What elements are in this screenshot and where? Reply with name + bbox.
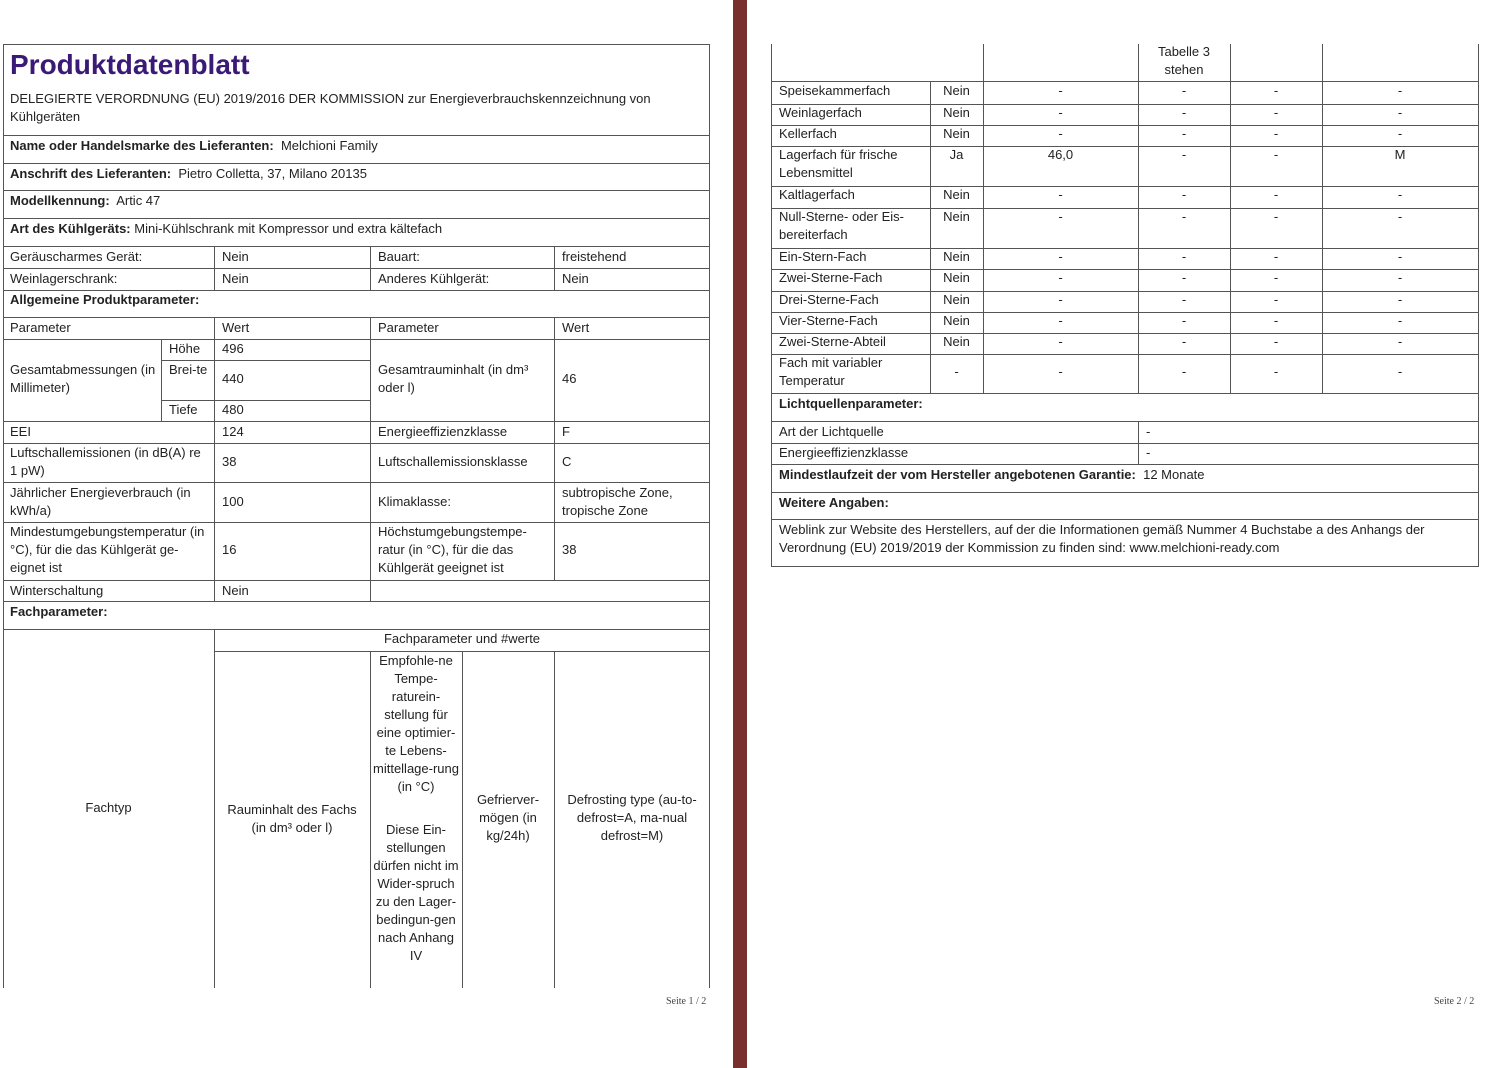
fach-row-present: Nein xyxy=(943,334,970,349)
page-2 xyxy=(747,0,1500,1068)
low-noise-label: Geräuscharmes Gerät: xyxy=(10,249,143,264)
fach-row-volume: - xyxy=(1058,105,1063,120)
value-col-left: Wert xyxy=(222,320,250,335)
noise-class-label: Luftschallemissionsklasse xyxy=(378,454,528,469)
col-volume: Rauminhalt des Fachs (in dm³ oder l) xyxy=(227,802,357,835)
other-value: Nein xyxy=(562,271,589,286)
fach-group-header: Fachparameter und #werte xyxy=(383,631,541,646)
fach-row-defrost: - xyxy=(1397,126,1403,141)
type-row: Art des Kühlgeräts: Mini-Kühlschrank mit Kompressor und extra kältefach xyxy=(10,221,443,236)
fach-row-present: Nein xyxy=(943,187,970,202)
fach-row-freeze: - xyxy=(1273,364,1279,379)
eclass-value: F xyxy=(562,424,570,439)
fach-row-defrost: - xyxy=(1397,249,1403,264)
model-row: Modellkennung: Artic 47 xyxy=(10,193,161,208)
further-header: Weitere Angaben: xyxy=(779,495,889,510)
light-class-value: - xyxy=(1146,445,1151,460)
fach-row-freeze: - xyxy=(1273,334,1279,349)
light-header: Lichtquellenparameter: xyxy=(779,396,923,411)
fach-row-name: Ein-Stern-Fach xyxy=(779,249,867,264)
page2-footer: Seite 2 / 2 xyxy=(1434,996,1475,1007)
depth-label: Tiefe xyxy=(169,402,198,417)
light-type-label: Art der Lichtquelle xyxy=(779,424,884,439)
fach-row-volume: - xyxy=(1058,364,1063,379)
col-fachtyp: Fachtyp xyxy=(85,800,132,815)
fach-row-name: Lagerfach für frische Lebensmittel xyxy=(779,147,898,180)
fach-row-defrost: - xyxy=(1397,364,1403,379)
fach-row-defrost: - xyxy=(1397,270,1403,285)
eei-label: EEI xyxy=(10,424,31,439)
width-value: 440 xyxy=(222,371,244,386)
height-value: 496 xyxy=(222,341,244,356)
dims-label: Gesamtabmessungen (in Millimeter) xyxy=(10,362,156,395)
other-label: Anderes Kühlgerät: xyxy=(378,271,490,286)
fach-row-present: Ja xyxy=(949,147,964,162)
fach-row-volume: - xyxy=(1058,249,1063,264)
fach-row-present: Nein xyxy=(943,249,970,264)
fach-row-temp: - xyxy=(1181,292,1187,307)
fach-row-defrost: - xyxy=(1397,334,1403,349)
table3-cont: Tabelle 3 stehen xyxy=(1157,44,1211,77)
fach-row-freeze: - xyxy=(1273,313,1279,328)
fach-row-volume: - xyxy=(1058,187,1063,202)
fach-header: Fachparameter: xyxy=(10,604,108,619)
value-col-right: Wert xyxy=(562,320,590,335)
fach-row-present: Nein xyxy=(943,126,970,141)
climate-label: Klimaklasse: xyxy=(378,494,451,509)
fach-row-present: Nein xyxy=(943,270,970,285)
fach-row-temp: - xyxy=(1181,147,1187,162)
col-defrost: Defrosting type (au-to-defrost=A, ma-nual defrost=M) xyxy=(567,792,697,843)
fach-row-freeze: - xyxy=(1273,270,1279,285)
fach-row-defrost: - xyxy=(1397,105,1403,120)
fach-row-temp: - xyxy=(1181,126,1187,141)
general-header: Allgemeine Produktparameter: xyxy=(10,292,200,307)
max-temp-value: 38 xyxy=(562,542,577,557)
design-label: Bauart: xyxy=(378,249,420,264)
fach-row-present: Nein xyxy=(943,83,970,98)
page1-footer: Seite 1 / 2 xyxy=(666,996,707,1007)
fach-row-name: Null-Sterne- oder Eis-bereiterfach xyxy=(779,209,904,242)
fach-row-volume: - xyxy=(1058,292,1063,307)
fach-row-present: Nein xyxy=(943,292,970,307)
fach-row-temp: - xyxy=(1181,270,1187,285)
winter-label: Winterschaltung xyxy=(10,583,104,598)
col-temp-a: Empfohle-ne Tempe-raturein-stellung für eine optimier-te Lebens-mittellage-rung (in °C) xyxy=(373,653,459,794)
min-temp-label: Mindestumgebungstemperatur (in °C), für die das Kühlgerät ge-eignet ist xyxy=(10,524,205,575)
fach-row-defrost: - xyxy=(1397,313,1403,328)
energy-label: Jährlicher Energieverbrauch (in kWh/a) xyxy=(10,485,191,518)
fach-row-freeze: - xyxy=(1273,126,1279,141)
fach-row-volume: - xyxy=(1058,313,1063,328)
param-col-right: Parameter xyxy=(378,320,439,335)
fach-row-freeze: - xyxy=(1273,292,1279,307)
fach-row-volume: - xyxy=(1058,83,1063,98)
low-noise-value: Nein xyxy=(222,249,249,264)
fach-row-name: Zwei-Sterne-Fach xyxy=(779,270,883,285)
max-temp-label: Höchstumgebungstempe-ratur (in °C), für die das Kühlgerät geeignet ist xyxy=(378,524,527,575)
fach-row-temp: - xyxy=(1181,249,1187,264)
eclass-label: Energieeffizienzklasse xyxy=(378,424,508,439)
wine-label: Weinlagerschrank: xyxy=(10,271,118,286)
fach-row-defrost: M xyxy=(1394,147,1406,162)
fach-row-name: Weinlagerfach xyxy=(779,105,862,120)
supplier-row: Name oder Handelsmarke des Lieferanten: Melchioni Family xyxy=(10,138,378,153)
fach-row-defrost: - xyxy=(1397,83,1403,98)
page-1 xyxy=(0,0,733,1068)
col-freeze: Gefrierver-mögen (in kg/24h) xyxy=(476,792,540,843)
min-temp-value: 16 xyxy=(222,542,237,557)
climate-value: subtropische Zone, tropische Zone xyxy=(562,485,673,518)
weblink-text: Weblink zur Website des Herstellers, auf der die Informationen gemäß Nummer 4 Buchstabe a des Anhangs der Verordnung (EU) 2019/2019 der Kommission zu finden sind: www.melchioni-ready.com xyxy=(779,522,1425,555)
fach-row-temp: - xyxy=(1181,334,1187,349)
fach-row-defrost: - xyxy=(1397,187,1403,202)
fach-row-freeze: - xyxy=(1273,209,1279,224)
fach-row-name: Vier-Sterne-Fach xyxy=(779,313,878,328)
fach-row-temp: - xyxy=(1181,83,1187,98)
energy-value: 100 xyxy=(222,494,244,509)
volume-value: 46 xyxy=(562,371,577,386)
page-title: Produktdatenblatt xyxy=(10,49,250,80)
design-value: freistehend xyxy=(562,249,627,264)
noise-label: Luftschallemissionen (in dB(A) re 1 pW) xyxy=(10,445,201,478)
width-label: Brei-te xyxy=(169,362,208,377)
fach-row-defrost: - xyxy=(1397,292,1403,307)
fach-row-present: Nein xyxy=(943,209,970,224)
col-temp-b: Diese Ein-stellungen dürfen nicht im Wider-spruch zu den Lager-bedingun-gen nach Anhang IV xyxy=(373,822,459,963)
wine-value: Nein xyxy=(222,271,249,286)
fach-row-name: Fach mit variabler Temperatur xyxy=(779,355,883,388)
fach-row-present: Nein xyxy=(943,105,970,120)
fach-row-temp: - xyxy=(1181,187,1187,202)
regulation-text: DELEGIERTE VERORDNUNG (EU) 2019/2016 DER KOMMISSION zur Energieverbrauchskennzeichnung von Kühlgeräten xyxy=(10,91,651,124)
noise-value: 38 xyxy=(222,454,237,469)
warranty-row: Mindestlaufzeit der vom Hersteller angebotenen Garantie: 12 Monate xyxy=(779,467,1205,482)
fach-row-name: Zwei-Sterne-Abteil xyxy=(779,334,886,349)
fach-row-name: Drei-Sterne-Fach xyxy=(779,292,879,307)
fach-row-volume: - xyxy=(1058,334,1063,349)
light-class-label: Energieeffizienzklasse xyxy=(779,445,909,460)
fach-row-temp: - xyxy=(1181,105,1187,120)
height-label: Höhe xyxy=(169,341,201,356)
fach-row-present: - xyxy=(954,364,959,379)
fach-row-volume: - xyxy=(1058,126,1063,141)
fach-row-temp: - xyxy=(1181,364,1187,379)
fach-row-freeze: - xyxy=(1273,147,1279,162)
fach-row-temp: - xyxy=(1181,313,1187,328)
fach-row-freeze: - xyxy=(1273,249,1279,264)
address-row: Anschrift des Lieferanten: Pietro Colletta, 37, Milano 20135 xyxy=(10,166,367,181)
fach-row-temp: - xyxy=(1181,209,1187,224)
fach-row-name: Kaltlagerfach xyxy=(779,187,855,202)
fach-row-name: Speisekammerfach xyxy=(779,83,891,98)
fach-row-name: Kellerfach xyxy=(779,126,837,141)
light-type-value: - xyxy=(1146,424,1151,439)
fach-row-defrost: - xyxy=(1397,209,1403,224)
eei-value: 124 xyxy=(222,424,244,439)
fach-row-freeze: - xyxy=(1273,83,1279,98)
depth-value: 480 xyxy=(222,402,244,417)
fach-row-volume: - xyxy=(1058,209,1063,224)
fach-row-volume: 46,0 xyxy=(1047,147,1074,162)
fach-row-freeze: - xyxy=(1273,105,1279,120)
fach-row-present: Nein xyxy=(943,313,970,328)
param-col-left: Parameter xyxy=(10,320,71,335)
noise-class-value: C xyxy=(562,454,572,469)
page-divider xyxy=(733,0,747,1068)
fach-row-volume: - xyxy=(1058,270,1063,285)
fach-row-freeze: - xyxy=(1273,187,1279,202)
volume-label: Gesamtrauminhalt (in dm³ oder l) xyxy=(378,362,529,395)
winter-value: Nein xyxy=(222,583,249,598)
